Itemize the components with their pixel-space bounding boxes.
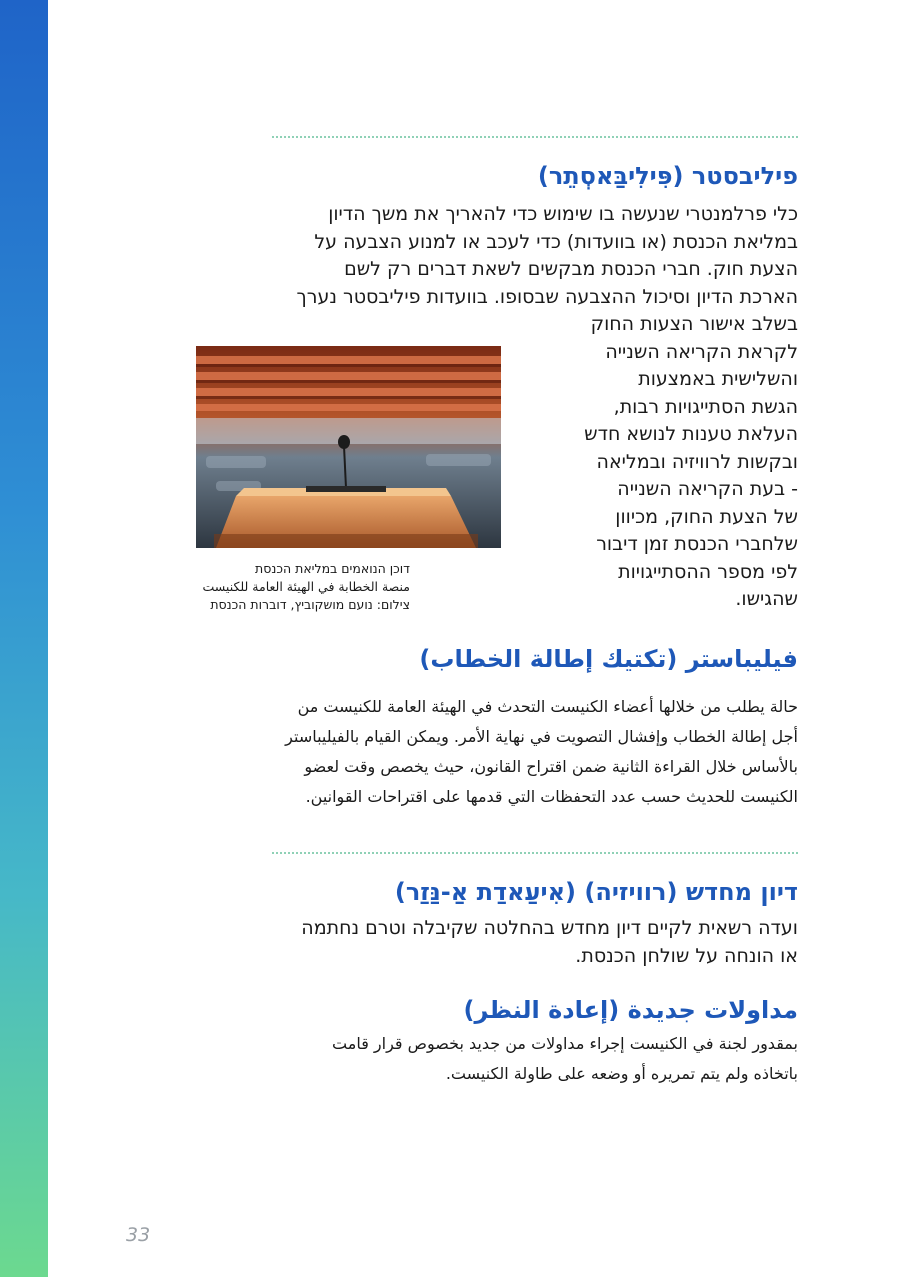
filibuster-ar-title: فيليباستر (تكتيك إطالة الخطاب) xyxy=(419,645,798,673)
text-line: שלחברי הכנסת זמן דיבור xyxy=(596,533,798,555)
text-line: כלי פרלמנטרי שנעשה בו שימוש כדי להאריך את משך הדיון xyxy=(328,203,798,225)
text-line: והשלישית באמצעות xyxy=(638,368,798,390)
text-line: بالأساس خلال القراءة الثانية ضمن اقتراح القانون، حيث يخصص وقت لعضو xyxy=(304,757,798,776)
text-line: الكنيست للحديث حسب عدد التحفظات التي قدمها على اقتراحات القوانين. xyxy=(305,787,798,806)
text-line: הגשת הסתייגויות רבות, xyxy=(613,395,798,418)
text-line: הארכת הדיון וסיכול ההצבעה שבסופו. בוועדות פיליבסטר נערך xyxy=(296,285,798,308)
revision-he-body xyxy=(270,915,798,970)
knesset-podium-photo xyxy=(196,346,501,548)
section-divider xyxy=(272,136,798,138)
text-line: باتخاذه ولم يتم تمريره أو وضعه على طاولة الكنيست. xyxy=(445,1064,798,1083)
text-line: حالة يطلب من خلالها أعضاء الكنيست التحدث في الهيئة العامة للكنيست من xyxy=(297,697,798,716)
text-line: לקראת הקריאה השנייה xyxy=(605,340,798,363)
text-line: בשלב אישור הצעות החוק xyxy=(590,313,798,335)
text-line: או הונחה על שולחן הכנסת. xyxy=(575,944,798,967)
filibuster-he-body-narrow xyxy=(548,339,798,614)
text-line: ועדה רשאית לקיים דיון מחדש בהחלטה שקיבלה וטרם נחתמה xyxy=(301,917,798,939)
revision-ar-title: مداولات جديدة (إعادة النظر) xyxy=(463,996,798,1024)
photo-caption xyxy=(196,560,410,614)
filibuster-ar-body xyxy=(270,692,798,812)
caption-line: منصة الخطابة في الهيئة العامة للكنيست xyxy=(202,579,410,594)
text-line: של הצעת החוק, מכיוון xyxy=(615,505,798,528)
text-line: بمقدور لجنة في الكنيست إجراء مداولات من جديد بخصوص قرار قامت xyxy=(332,1034,798,1053)
revision-ar-body xyxy=(270,1029,798,1089)
text-line: העלאת טענות לנושא חדש xyxy=(584,423,798,445)
text-line: ובקשות לרוויזיה ובמליאה xyxy=(596,450,798,473)
caption-line: דוכן הנואמים במליאת הכנסת xyxy=(255,561,410,576)
caption-line: צילום: נועם מושקוביץ, דוברות הכנסת xyxy=(210,597,410,612)
filibuster-he-title: פיליבסטר (פִּילִיבַּאסְתֵר) xyxy=(537,162,798,190)
text-line: שהגישו. xyxy=(735,588,798,610)
text-line: أجل إطالة الخطاب وإفشال التصويت في نهاية الأمر. ويمكن القيام بالفيليباستر xyxy=(285,727,798,746)
text-line: במליאת הכנסת (או בוועדות) כדי לעכב או למנוע הצבעה על xyxy=(314,230,798,253)
decorative-side-bar xyxy=(0,0,48,1277)
page-number: 33 xyxy=(126,1224,151,1246)
section-divider xyxy=(272,852,798,854)
text-line: הצעת חוק. חברי הכנסת מבקשים לשאת דברים רק לשם xyxy=(344,258,798,280)
text-line: - בעת הקריאה השנייה xyxy=(617,478,798,500)
text-line: לפי מספר ההסתייגויות xyxy=(618,560,798,583)
filibuster-he-body xyxy=(270,201,798,339)
revision-he-title: דיון מחדש (רוויזיה) (אִיעַאדַת אַ-נַּזַר) xyxy=(394,878,798,906)
